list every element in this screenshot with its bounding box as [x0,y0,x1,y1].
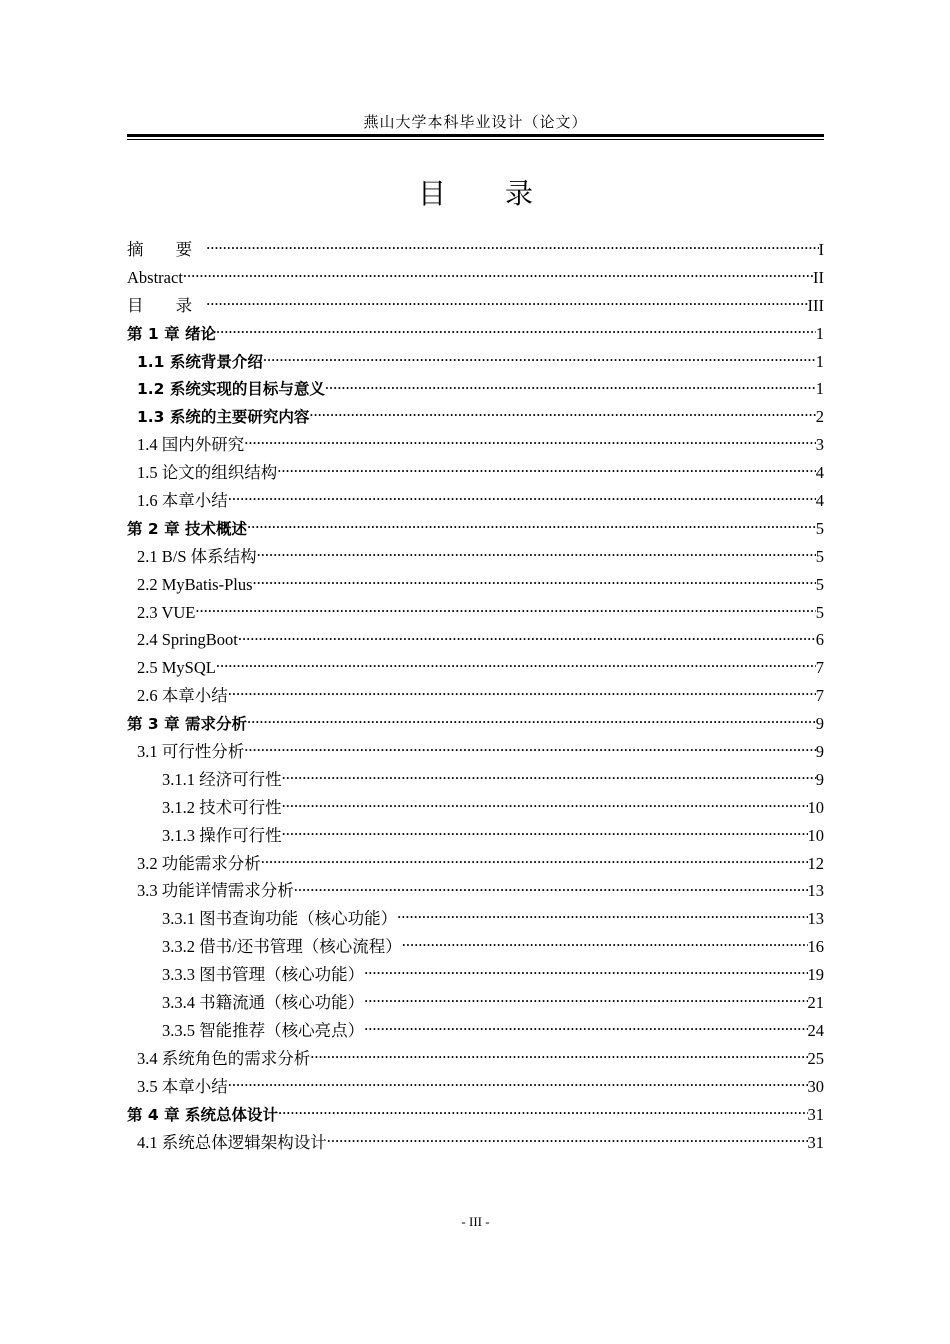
toc-leader-dots [253,573,816,590]
toc-entry[interactable] [127,1129,824,1157]
toc-entry-page: 10 [807,797,824,817]
toc-entry[interactable] [127,236,824,264]
toc-entry[interactable] [127,682,824,710]
toc-entry-page: 3 [815,435,824,455]
toc-entry-label: 3.1.2 技术可行性 [162,797,282,817]
toc-leader-dots [216,657,816,674]
toc-entry[interactable] [127,1101,824,1129]
toc-entry-label: 3.3 功能详情需求分析 [137,881,294,901]
toc-leader-dots [228,1075,808,1092]
toc-entry-label: 目 录 [127,295,207,315]
toc-leader-dots [263,350,816,367]
toc-entry-page: 7 [815,658,824,678]
toc-entry-label: Abstract [127,267,183,287]
toc-entry[interactable] [127,905,824,933]
toc-leader-dots [261,852,808,869]
toc-entry-page: 30 [807,1076,824,1096]
toc-entry[interactable] [127,320,824,348]
toc-entry-label: 2.4 SpringBoot [137,630,238,650]
running-header: 燕山大学本科毕业设计（论文） [363,115,588,131]
toc-entry-page: 1 [815,379,824,399]
toc-entry[interactable] [127,961,824,989]
toc-leader-dots [195,601,815,618]
toc-entry-page: 16 [807,937,824,957]
toc-entry-page: 9 [815,714,824,734]
toc-entry[interactable] [127,1045,824,1073]
toc-entry-label: 摘 要 [127,240,207,259]
toc-entry-page: 2 [815,407,824,427]
toc-leader-dots [238,629,816,646]
toc-entry-label: 1.5 论文的组织结构 [137,463,278,483]
toc-entry-label: 2.3 VUE [137,602,196,622]
toc-entry-label: 4.1 系统总体逻辑架构设计 [137,1132,327,1152]
toc-entry-page: I [818,240,824,259]
toc-entry[interactable] [127,794,824,822]
toc-entry[interactable] [127,348,824,376]
toc-entry-label: 3.3.2 借书/还书管理（核心流程） [162,937,402,957]
toc-leader-dots [327,1131,808,1148]
toc-leader-dots [228,490,816,507]
toc-entry-label: 2.5 MySQL [137,658,216,678]
toc-entry[interactable] [127,710,824,738]
toc-entry-page: 13 [807,881,824,901]
toc-entry-label: 3.3.5 智能推荐（核心亮点） [162,1020,365,1040]
toc-entry-page: III [807,295,824,315]
toc-entry-label: 2.2 MyBatis-Plus [137,574,253,594]
toc-entry-label: 3.1.3 操作可行性 [162,825,282,845]
toc-entry-page: 9 [815,769,824,789]
toc-entry[interactable] [127,822,824,850]
toc-entry-label: 3.4 系统角色的需求分析 [137,1048,311,1068]
toc-entry-page: 25 [807,1048,824,1068]
toc-entry-page: 12 [807,853,824,873]
toc-entry-page: 5 [815,518,824,538]
toc-leader-dots [282,824,808,841]
toc-entry-label: 3.3.4 书籍流通（核心功能） [162,993,365,1013]
toc-entry-page: 31 [807,1132,824,1152]
toc-leader-dots [294,880,808,897]
toc-entry-page: 31 [807,1104,824,1124]
toc-leader-dots [244,741,816,758]
toc-leader-dots [183,266,813,283]
toc-leader-dots [247,713,816,730]
toc-entry-page: 7 [815,686,824,706]
toc-leader-dots [309,406,815,423]
toc-leader-dots [206,239,818,256]
toc-entry[interactable] [127,933,824,961]
toc-entry-label: 1.3 系统的主要研究内容 [137,408,310,427]
toc-entry[interactable] [127,543,824,571]
toc-entry-page: 5 [815,574,824,594]
toc-entry-label: 3.5 本章小结 [137,1076,228,1096]
toc-leader-dots [216,322,816,339]
toc-entry-page: 10 [807,825,824,845]
toc-leader-dots [310,1047,807,1064]
toc-entry-label: 1.4 国内外研究 [137,435,245,455]
toc-entry-page: II [813,267,824,287]
toc-entry[interactable] [127,375,824,403]
toc-entry[interactable] [127,850,824,878]
toc-entry[interactable] [127,738,824,766]
toc-entry-label: 1.2 系统实现的目标与意义 [137,380,325,399]
toc-entry[interactable] [127,487,824,515]
toc-entry[interactable] [127,292,824,320]
toc-leader-dots [277,462,816,479]
toc-entry-label: 1.1 系统背景介绍 [137,352,263,371]
toc-entry-label: 3.2 功能需求分析 [137,853,261,873]
toc-entry-label: 3.1.1 经济可行性 [162,769,282,789]
toc-entry[interactable] [127,403,824,431]
toc-leader-dots [325,378,816,395]
toc-entry-label: 3.3.3 图书管理（核心功能） [162,965,365,985]
toc-entry[interactable] [127,459,824,487]
toc-entry[interactable] [127,1073,824,1101]
toc-entry-label: 第 4 章 系统总体设计 [127,1105,278,1124]
page-number-footer: - III - [461,1214,490,1229]
toc-entry[interactable] [127,626,824,654]
toc-leader-dots [282,768,816,785]
toc-entry-label: 3.3.1 图书查询功能（核心功能） [162,909,398,929]
toc-entry[interactable] [127,264,824,292]
toc-leader-dots [247,517,816,534]
toc-entry[interactable] [127,571,824,599]
toc-entry-page: 24 [807,1020,824,1040]
toc-entry-page: 19 [807,965,824,985]
toc-leader-dots [397,908,807,925]
toc-entry-page: 5 [815,546,824,566]
toc-leader-dots [244,434,816,451]
toc-entry[interactable] [127,989,824,1017]
toc-entry-label: 2.1 B/S 体系结构 [137,546,257,566]
toc-entry-label: 3.1 可行性分析 [137,742,245,762]
toc-entry-page: 13 [807,909,824,929]
toc-leader-dots [364,992,807,1009]
toc-entry[interactable] [127,654,824,682]
toc-entry-page: 4 [815,491,824,511]
toc-entry-label: 第 1 章 绪论 [127,324,216,343]
toc-leader-dots [364,1019,807,1036]
toc-leader-dots [364,964,807,981]
toc-entry[interactable] [127,1017,824,1045]
toc-leader-dots [278,1103,808,1120]
toc-leader-dots [228,685,816,702]
toc-entry[interactable] [127,431,824,459]
toc-entry[interactable] [127,877,824,905]
toc-entry-page: 9 [815,742,824,762]
toc-entry-page: 6 [815,630,824,650]
toc-leader-dots [206,294,807,311]
toc-entry-page: 1 [815,351,824,371]
toc-entry-label: 第 2 章 技术概述 [127,519,247,538]
toc-entry[interactable] [127,766,824,794]
header-rule-thick [127,134,824,137]
toc-entry[interactable] [127,599,824,627]
toc-entry-page: 21 [807,993,824,1013]
table-of-contents [127,236,824,1156]
toc-leader-dots [257,545,816,562]
toc-entry-label: 2.6 本章小结 [137,686,228,706]
toc-entry[interactable] [127,515,824,543]
toc-entry-page: 5 [815,602,824,622]
toc-entry-page: 1 [815,323,824,343]
toc-leader-dots [402,936,808,953]
toc-entry-page: 4 [815,463,824,483]
page-title: 目 录 [417,179,559,210]
toc-entry-label: 1.6 本章小结 [137,491,228,511]
header-rule-thin [127,139,824,140]
toc-leader-dots [282,796,808,813]
toc-entry-label: 第 3 章 需求分析 [127,715,247,734]
